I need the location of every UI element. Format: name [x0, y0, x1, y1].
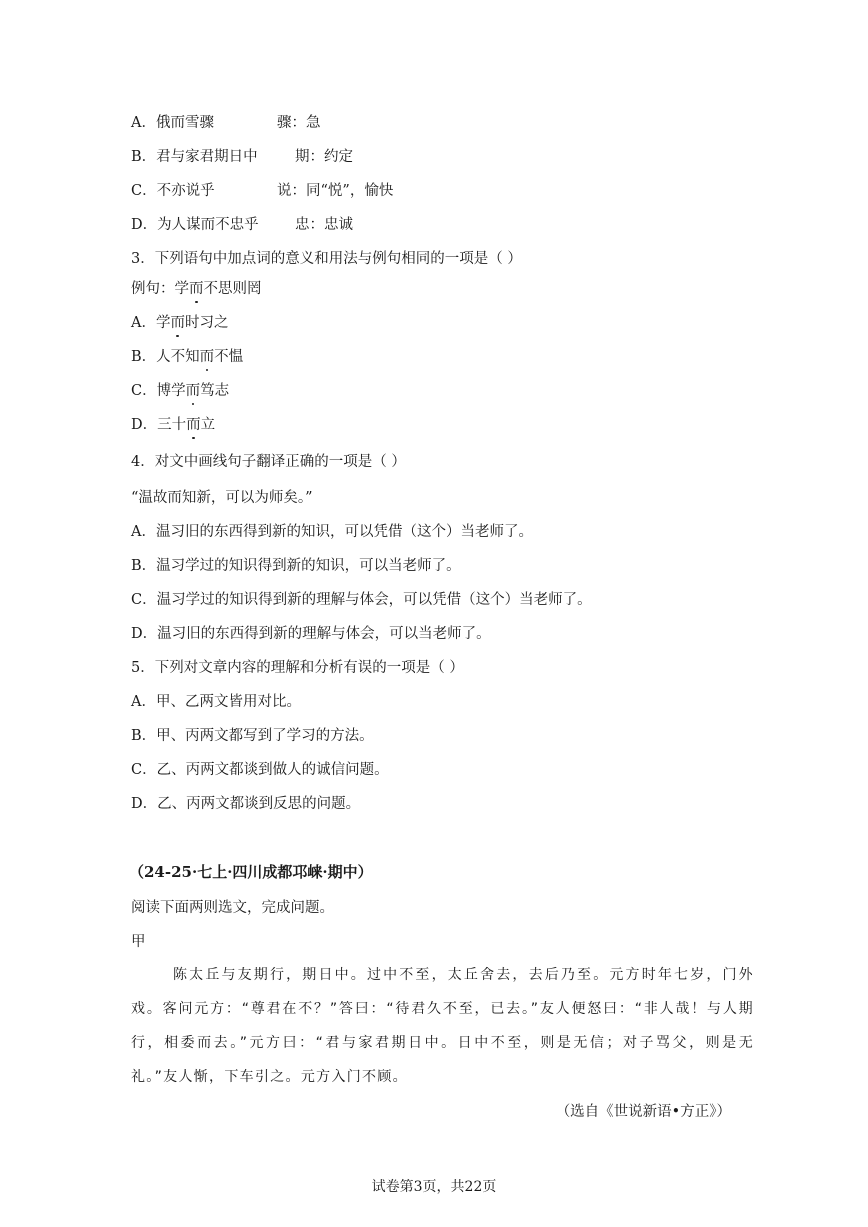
q2-option-c: [131, 181, 394, 201]
q4-stem: 4．对文中画线句子翻译正确的一项是（ ）: [131, 454, 406, 470]
q4-quote: “温故而知新，可以为师矣。”: [131, 490, 313, 506]
q2-option-d-gloss: 忠：忠诚: [295, 217, 353, 233]
q3-option-d-dotted-word: 而: [186, 417, 201, 433]
q3-example-prefix: 例句：学: [131, 281, 189, 297]
page-footer: 试卷第3页，共22页: [371, 1179, 497, 1195]
q3-option-c-prefix: C．博学: [131, 383, 186, 399]
q3-option-c: [131, 381, 229, 401]
q2-option-d-text: D．为人谋而不忠乎: [131, 217, 259, 233]
q4-option-b: B．温习学过的知识得到新的知识，可以当老师了。: [131, 558, 461, 574]
q4-option-c: C．温习学过的知识得到新的理解与体会，可以凭借（这个）当老师了。: [131, 592, 592, 608]
q5-option-d: D．乙、丙两文都谈到反思的问题。: [131, 796, 361, 812]
q3-option-d: [131, 415, 215, 435]
q4-option-d: D．温习旧的东西得到新的理解与体会，可以当老师了。: [131, 626, 491, 642]
q4-option-a: A．温习旧的东西得到新的知识，可以凭借（这个）当老师了。: [131, 524, 533, 540]
q3-option-a: [131, 313, 228, 333]
passage-label: 甲: [131, 934, 146, 950]
q3-option-b-dotted-word: 而: [199, 349, 215, 365]
passage-source: （选自《世说新语•方正》）: [555, 1104, 731, 1120]
q3-option-a-suffix: 时习之: [184, 315, 229, 331]
q3-option-c-suffix: 笃志: [200, 383, 230, 399]
q3-option-c-dotted-word: 而: [185, 383, 201, 399]
section-instruction: 阅读下面两则选文，完成问题。: [131, 900, 334, 916]
q3-example: [131, 279, 262, 299]
q5-stem: 5．下列对文章内容的理解和分析有误的一项是（ ）: [131, 660, 464, 676]
q2-option-c-text: C．不亦说乎: [131, 183, 215, 199]
q2-option-c-gloss: 说：同“悦”，愉快: [277, 183, 394, 199]
q5-option-c: C．乙、丙两文都谈到做人的诚信问题。: [131, 762, 389, 778]
q3-option-d-prefix: D．三十: [131, 417, 187, 433]
q3-example-dotted-word: 而: [189, 281, 204, 297]
q2-option-a: [131, 113, 321, 133]
q2-option-a-gloss: 骤：急: [277, 115, 321, 131]
q5-option-a: A．甲、乙两文皆用对比。: [131, 694, 301, 710]
q2-option-a-text: A．俄而雪骤: [131, 115, 214, 131]
q3-option-b-suffix: 不愠: [214, 349, 244, 365]
q3-option-b-prefix: B．人不知: [131, 349, 200, 365]
q2-option-b-gloss: 期：约定: [295, 149, 353, 165]
q2-option-b-text: B．君与家君期日中: [131, 149, 258, 165]
q3-stem: 3．下列语句中加点词的意义和用法与例句相同的一项是（ ）: [131, 251, 522, 267]
q3-option-b: [131, 347, 243, 367]
q3-option-a-dotted-word: 而: [170, 315, 185, 331]
q3-example-suffix: 不思则罔: [203, 281, 262, 297]
q3-option-a-prefix: A．学: [131, 315, 171, 331]
q5-option-b: B．甲、丙两文都写到了学习的方法。: [131, 728, 374, 744]
section-title: （24-25·七上·四川成都邛崃·期中）: [129, 863, 373, 881]
passage-text: 陈太丘与友期行，期日中。过中不至，太丘舍去，去后乃至。元方时年七岁，门外戏。客问元方：“尊君在不？”答曰：“待君久不至，已去。”友人便怒曰：“非人哉！与人期行，相委而去。”元方曰：“君与家君期日中。日中不至，则是无信；对子骂父，则是无礼。”友人惭，下车引之。元方入门不顾。: [131, 967, 754, 1085]
q2-option-d: [131, 215, 353, 235]
q3-option-d-suffix: 立: [200, 417, 216, 433]
q2-option-b: [131, 147, 353, 167]
